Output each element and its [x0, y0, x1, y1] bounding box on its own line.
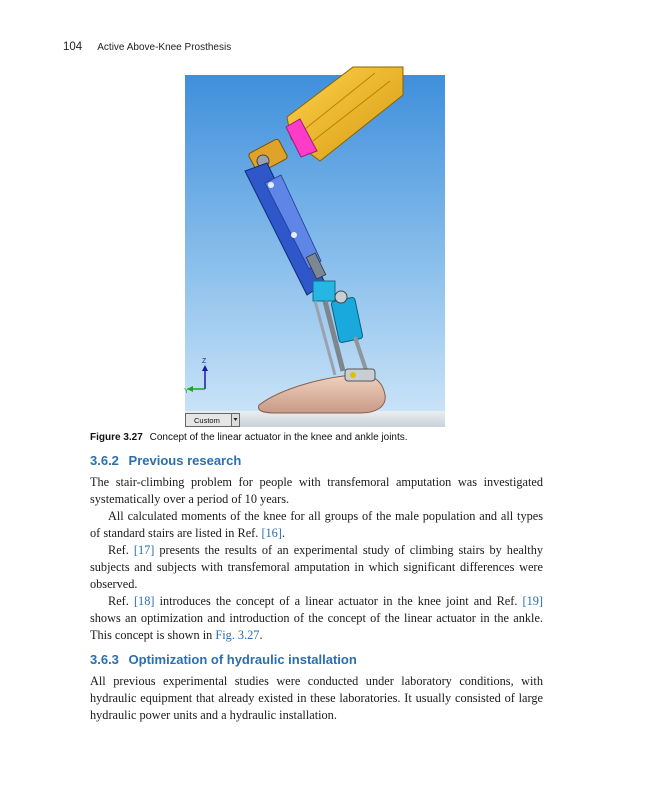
figure-caption	[90, 432, 408, 443]
section-number: 3.6.3	[90, 652, 119, 667]
paragraph	[90, 593, 543, 644]
paragraph-text: shows an optimization and introduction of the concept of the linear actuator in the ankle. This concept is shown in	[90, 611, 543, 642]
paragraph-text: The stair-climbing problem for people with transfemoral amputation was investigated systematically over a period of 10 years.	[90, 475, 543, 506]
paragraph	[90, 474, 543, 508]
paragraph-text: .	[281, 526, 286, 540]
reference-link[interactable]: [18]	[133, 594, 155, 608]
paragraph-text: All calculated moments of the knee for all groups of the male population and all types of standard stairs are listed in Ref.	[90, 509, 543, 540]
view-dropdown-label: Custom	[194, 416, 220, 425]
paragraph-text: introduces the concept of a linear actuator in the knee joint and Ref.	[159, 594, 518, 608]
paragraph	[90, 508, 543, 542]
section-title: Optimization of hydraulic installation	[128, 652, 357, 667]
reference-link[interactable]: [16]	[261, 526, 282, 540]
paragraph-text: .	[259, 628, 263, 642]
paragraph-text: presents the results of an experimental study of climbing stairs by healthy subjects and subjects with transfemoral amputation in which significant differences were observed.	[90, 543, 543, 591]
reference-link[interactable]: [17]	[133, 543, 155, 557]
paragraph	[90, 542, 543, 593]
reference-link[interactable]: [19]	[522, 594, 544, 608]
running-title: Active Above-Knee Prosthesis	[97, 42, 232, 53]
paragraph-text: Ref.	[108, 594, 129, 608]
section-heading-previous-research	[90, 453, 241, 468]
figure-3-27	[185, 75, 445, 427]
axis-label-z: Z	[202, 358, 207, 365]
running-header	[63, 41, 231, 53]
view-dropdown[interactable]	[186, 414, 240, 427]
paragraph-text: All previous experimental studies were conducted under laboratory conditions, with hydraulic equipment that already existed in these laboratories. It usually consisted of large hydraulic power units and a hydraulic installation.	[90, 674, 543, 722]
paragraph-text: Ref.	[108, 543, 129, 557]
section-title: Previous research	[128, 453, 242, 468]
prosthesis-render	[185, 75, 445, 427]
section-heading-hydraulic-installation	[90, 652, 357, 667]
caption-text: Concept of the linear actuator in the knee and ankle joints.	[149, 432, 408, 443]
axis-label-y: Y	[184, 388, 189, 395]
section-number: 3.6.2	[90, 453, 119, 468]
paragraph	[90, 673, 543, 724]
page-number: 104	[63, 41, 83, 53]
caption-label: Figure 3.27	[90, 432, 143, 443]
figure-link[interactable]: Fig. 3.27	[215, 628, 260, 642]
